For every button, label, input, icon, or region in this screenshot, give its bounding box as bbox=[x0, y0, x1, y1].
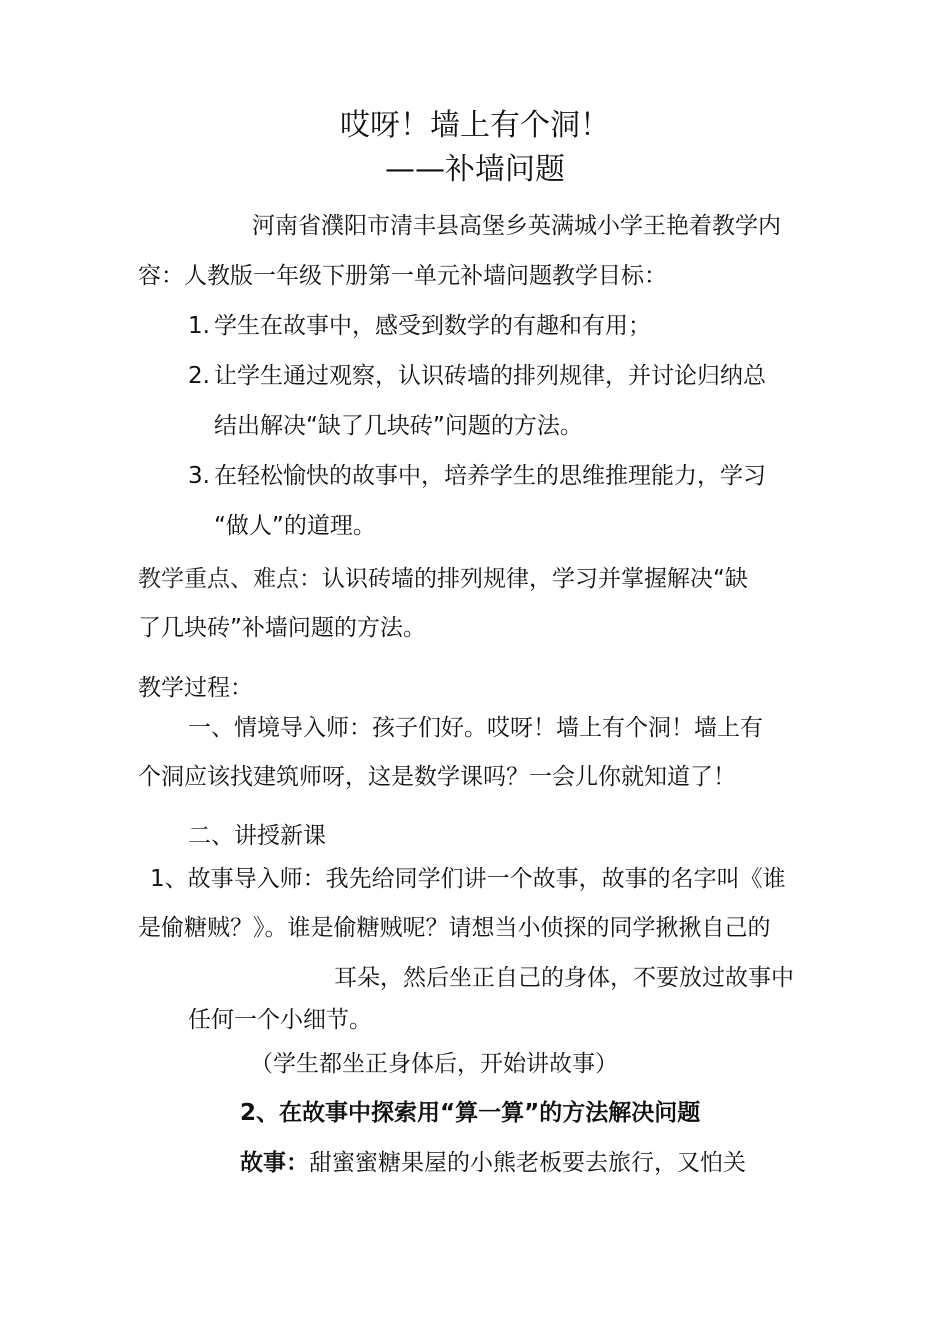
parenthetical-note: （学生都坐正身体后，开始讲故事） bbox=[250, 1051, 618, 1077]
story-label: 故事： bbox=[240, 1150, 309, 1176]
goal-text: 学生在故事中，感受到数学的有趣和有用； bbox=[214, 313, 651, 339]
process-label: 教学过程： bbox=[138, 675, 253, 701]
section-2-heading: 二、讲授新课 bbox=[188, 823, 326, 849]
story-intro-line-4: 任何一个小细节。 bbox=[188, 1007, 372, 1033]
story-paragraph bbox=[240, 1148, 746, 1178]
goal-number: 3. bbox=[188, 463, 210, 489]
goal-item-2 bbox=[188, 361, 766, 391]
page-subtitle: ——补墙问题 bbox=[385, 152, 565, 187]
page-title: 哎呀！墙上有个洞！ bbox=[340, 108, 610, 143]
goal-item-3 bbox=[188, 461, 766, 491]
section-1-line-1: 一、情境导入师：孩子们好。哎呀！墙上有个洞！墙上有 bbox=[188, 715, 763, 741]
subsection-2-heading: 2、在故事中探索用“算一算”的方法解决问题 bbox=[240, 1100, 701, 1126]
key-points-line-2: 了几块砖”补墙问题的方法。 bbox=[138, 615, 426, 641]
key-points-label: 教学重点、难点： bbox=[138, 566, 322, 592]
intro-line-1: 河南省濮阳市清丰县高堡乡英满城小学王艳着教学内 bbox=[252, 213, 781, 239]
key-points-text: 认识砖墙的排列规律，学习并掌握解决“缺 bbox=[322, 566, 748, 592]
goal-item-3-continuation: “做人”的道理。 bbox=[214, 513, 376, 539]
goal-item-2-continuation: 结出解决“缺了几块砖”问题的方法。 bbox=[214, 413, 583, 439]
goal-text: 让学生通过观察，认识砖墙的排列规律，并讨论归纳总 bbox=[214, 363, 766, 389]
goal-item-1 bbox=[188, 311, 651, 341]
story-intro-line-2: 是偷糖贼？》。谁是偷糖贼呢？请想当小侦探的同学揪揪自己的 bbox=[138, 915, 771, 941]
section-1-line-2: 个洞应该找建筑师呀，这是数学课吗？一会儿你就知道了！ bbox=[138, 764, 736, 790]
story-intro-line-1: 1、故事导入师：我先给同学们讲一个故事，故事的名字叫《谁 bbox=[150, 866, 786, 892]
intro-line-2: 容：人教版一年级下册第一单元补墙问题教学目标： bbox=[138, 263, 667, 289]
key-points-line-1 bbox=[138, 564, 748, 594]
goal-number: 2. bbox=[188, 363, 210, 389]
story-intro-line-3: 耳朵，然后坐正自己的身体，不要放过故事中 bbox=[334, 965, 794, 991]
goal-text: 在轻松愉快的故事中，培养学生的思维推理能力，学习 bbox=[214, 463, 766, 489]
goal-number: 1. bbox=[188, 313, 210, 339]
story-text: 甜蜜蜜糖果屋的小熊老板要去旅行，又怕关 bbox=[309, 1150, 746, 1176]
